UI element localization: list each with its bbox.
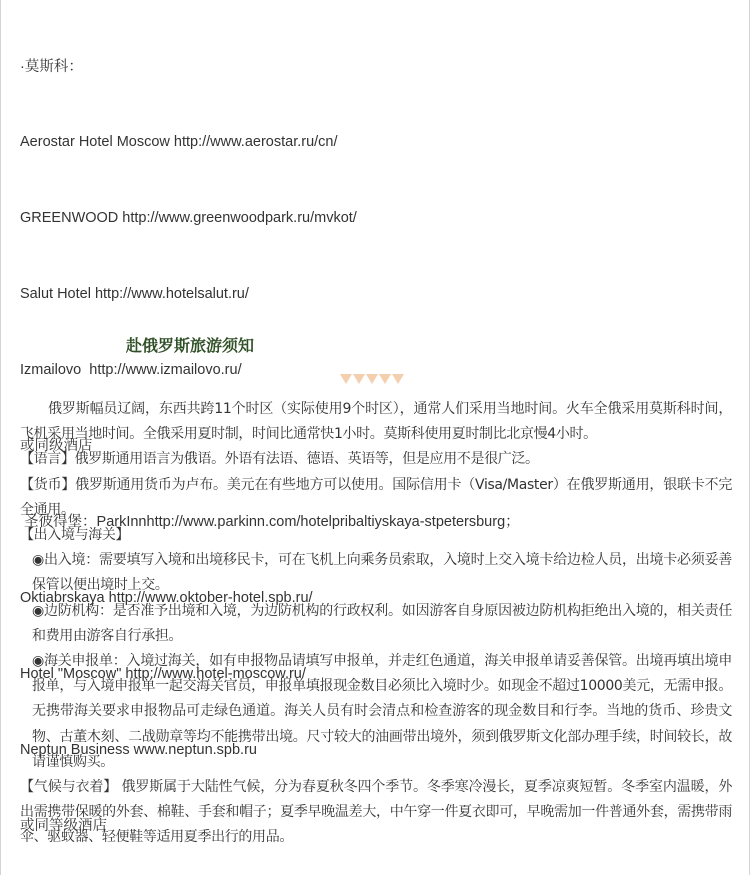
language-paragraph: 【语言】俄罗斯通用语言为俄语。外语有法语、德语、英语等，但是应用不是很广泛。 xyxy=(20,451,539,468)
hotel-item: Salut Hotel http://www.hotelsalut.ru/ xyxy=(20,286,249,303)
triangle-icon xyxy=(379,374,391,384)
hotel-item: Aerostar Hotel Moscow http://www.aerostar.ru/cn/ xyxy=(20,134,338,151)
intro-paragraph: 俄罗斯幅员辽阔，东西共跨11个时区（实际使用9个时区），通常人们采用当地时间。火车全俄采用莫斯科时间，飞机采用当地时间。全俄采用夏时制，时间比通常快1小时。莫斯科使用夏时制比北京慢4小时。 xyxy=(20,401,732,443)
hotel-alternative: 或同等级酒店 xyxy=(20,817,107,834)
triangle-icon xyxy=(340,374,352,384)
decorative-divider xyxy=(340,374,404,385)
hotel-item: Neptun Business www.neptun.spb.ru xyxy=(20,741,257,758)
customs-heading: 【出入境与海关】 xyxy=(20,527,130,544)
section-title: 赴俄罗斯旅游须知 xyxy=(126,336,255,355)
hotel-item: Oktiabrskaya http://www.oktober-hotel.spb.ru/ xyxy=(20,589,313,606)
declaration-paragraph: ◉海关申报单：入境过海关，如有申报物品请填写申报单，并走红色通道，海关申报单请妥善保管。出境再填出境申报单，与入境申报单一起交海关官员，申报单填报现金数目必须比入境时少。如现金不超过10000美元，无需申报。无携带海关要求申报物品可走绿色通道。海关人员有时会清点和检查游客的现金数目和行李。当地的货币、珍贵文物、古董木刻、二战勋章等均不能携带出境。尺寸较大的油画带出境外，须到俄罗斯文化部办理手续，时间较长，故请谨慎购买。 xyxy=(32,653,732,770)
triangle-icon xyxy=(366,374,378,384)
hotel-alternative: 或同级酒店 xyxy=(20,438,93,455)
hotel-item: GREENWOOD http://www.greenwoodpark.ru/mvkot/ xyxy=(20,210,357,227)
entry-paragraph: ◉出入境：需要填写入境和出境移民卡，可在飞机上向乘务员索取，入境时上交入境卡给边检人员，出境卡必须妥善保管以便出境时上交。 xyxy=(32,552,732,594)
travel-notes xyxy=(20,397,732,851)
hotel-city-st-petersburg: 圣彼得堡：ParkInnhttp://www.parkinn.com/hotelpribaltiyskaya-stpetersburg； xyxy=(20,513,520,530)
hotel-item: Izmailovo http://www.izmailovo.ru/ xyxy=(20,362,242,379)
hotel-item: Hotel "Moscow" http://www.hotel-moscow.ru/ xyxy=(20,665,306,682)
climate-paragraph: 【气候与衣着】 俄罗斯属于大陆性气候，分为春夏秋冬四个季节。冬季寒冷漫长，夏季凉爽短暂。冬季室内温暖，外出需携带保暖的外套、棉鞋、手套和帽子；夏季早晚温差大，中午穿一件夏衣即可，早晚需加一件普通外套，需携带雨伞、驱蚊器、轻便鞋等适用夏季出行的用品。 xyxy=(20,779,732,846)
triangle-icon xyxy=(353,374,365,384)
triangle-icon xyxy=(392,374,404,384)
currency-paragraph: 【货币】俄罗斯通用货币为卢布。美元在有些地方可以使用。国际信用卡（Visa/Master）在俄罗斯通用，银联卡不完全通用。 xyxy=(20,476,732,518)
hotel-city-moscow: ·莫斯科： xyxy=(20,58,83,75)
border-paragraph: ◉边防机构：是否准予出境和入境，为边防机构的行政权利。如因游客自身原因被边防机构拒绝出入境的，相关责任和费用由游客自行承担。 xyxy=(32,602,732,644)
